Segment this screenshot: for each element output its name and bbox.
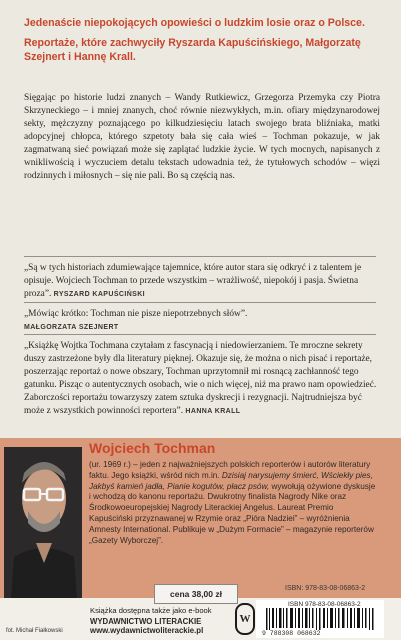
author-name: Wojciech Tochman <box>89 440 216 456</box>
intro-blurb <box>24 16 374 70</box>
quote-author: RYSZARD KAPUŚCIŃSKI <box>53 291 146 298</box>
quote-text: „Są w tych historiach zdumiewające tajemnice, które autor stara się odkryć i z talentem je opisuje. Wojciech Tochman to przede wszystkim – wrażliwość, niepokój i pasja. Świetna proza”. <box>24 263 362 299</box>
quote-text: „Mówiąc krótko: Tochman nie pisze niepotrzebnych słów”. <box>24 309 248 319</box>
bio-book-titles: Dzisiaj narysujemy śmierć, Wściekły pies, Jakbyś kamień jadła, Pianie kogutów, płacz psów, <box>89 470 373 491</box>
publisher-logo-icon: W <box>235 603 255 635</box>
review-quote <box>24 340 380 418</box>
review-quote <box>24 308 380 334</box>
bio-text-continued: wywołują ożywione dyskusje i wchodzą do kanonu reportażu. Dwukrotny finalista Nagrody Nike oraz Środkowoeuropejskiej Nagrody Literackiej Angelus. Laureat Premio Kapuściński przyznawanej w Rzymie oraz „Pióra Nadziei” – wyróżnienia Amnesty International. Publikuje w „Dużym Formacie” – magazynie reporterów „Gazety Wyborczej”. <box>89 481 376 545</box>
book-description: Sięgając po historie ludzi znanych – Wandy Rutkiewicz, Grzegorza Przemyka czy Piotra Skrzyneckiego – i mniej znanych, choć równie niezwykłych, m.in. ofiary międzynarodowej sekty, mężczyzny poznającego po kilkudziesięciu latach swojego brata bliźniaka, matki adopcyjnej chłopca, którego szpetoty bała się cała wieś – Tochman pokazuje, w jak zagmatwaną sieć powiązań może się zaplątać ludzkie życie. W tych mocnych, napisanych z wnikliwością i wyczuciem detalu tekstach udowadnia też, że tytułowych schodów – więzi rodzinnych i miłosnych – się nie pali. Bo są częścią nas. <box>24 93 380 181</box>
isbn-text: ISBN: 978-83-08-06863-2 <box>285 585 366 592</box>
divider <box>24 302 376 303</box>
quote-author: HANNA KRALL <box>185 408 241 415</box>
quote-text: „Książkę Wojtka Tochmana czytałam z fascynacją i niedowierzaniem. Te mroczne sekrety duszy zastrzeżone były dla literatury pięknej. Okazuje się, że można o nich pisać i reportaże, poszerzając reportaż o nowe obszary, Tochman uprzytomnił mi rosnącą zachłanność tego gatunku. Pisząc o autentycznych osobach, wie o nich więcej, niż ma prawo nam opowiedzieć. Zaborczości reportażu towarzyszy zatem sztuka dyskrecji i rezygnacji. Najtrudniejsza być może z wszystkich powinności reportera”. <box>24 341 377 416</box>
quote-author: MAŁGORZATA SZEJNERT <box>24 324 119 331</box>
bio-text: (ur. 1969 r.) – jeden z najważniejszych polskich reporterów i autorów literatury faktu. Jego książki, wśród nich m.in. <box>89 460 371 480</box>
barcode-icon <box>266 608 378 630</box>
price-label: cena 38,00 zł <box>154 584 238 604</box>
author-photo <box>4 447 82 612</box>
barcode-isbn-label: ISBN 978-83-08-06863-2 <box>288 601 361 608</box>
publisher-info <box>90 617 203 635</box>
ebook-note: Książka dostępna także jako e-book <box>90 606 212 615</box>
publisher-url: www.wydawnictwoliterackie.pl <box>90 626 204 635</box>
barcode-number: 9 788308 068632 <box>262 630 321 637</box>
intro-line-1: Jedenaście niepokojących opowieści o ludzkim losie oraz o Polsce. <box>24 17 365 29</box>
author-portrait-image <box>4 447 82 612</box>
intro-line-2: Reportaże, które zachwyciły Ryszarda Kapuścińskiego, Małgorzatę Szejnert i Hannę Krall. <box>24 37 361 63</box>
review-quote <box>24 262 380 301</box>
publisher-name: WYDAWNICTWO LITERACKIE <box>90 617 202 626</box>
author-bio <box>89 460 379 546</box>
divider <box>24 256 376 257</box>
divider <box>24 334 376 335</box>
photo-credit: fot. Michał Fiałkowski <box>6 628 63 634</box>
